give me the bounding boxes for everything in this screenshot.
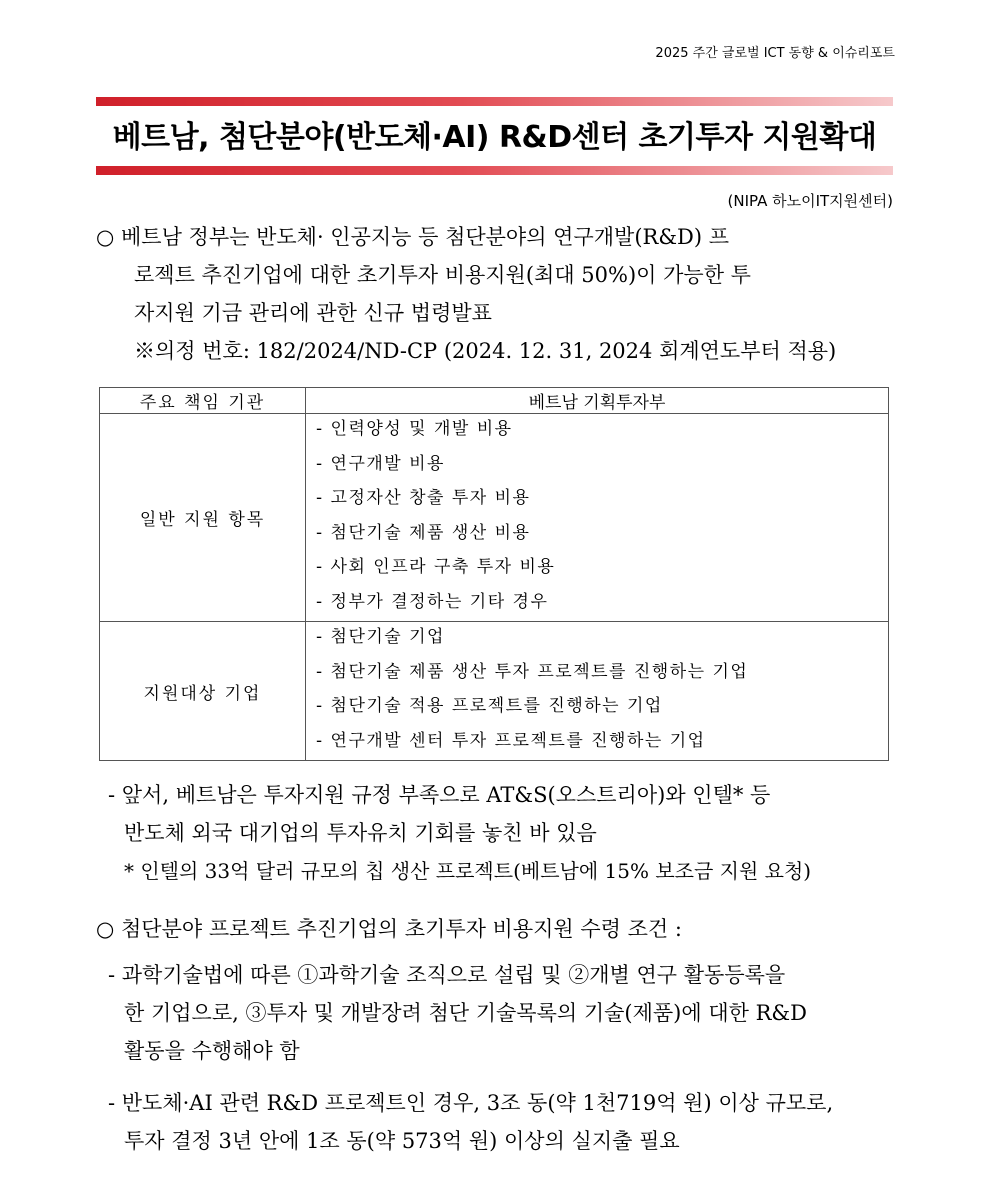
- report-header: 2025 주간 글로벌 ICT 동향 & 이슈리포트: [655, 46, 895, 61]
- title-bar-bottom: [96, 166, 893, 175]
- condition-line: - 반도체·AI 관련 R&D 프로젝트인 경우, 3조 동(약 1천719억 원) 이상 규모로,: [108, 1091, 834, 1115]
- title-bar-top: [96, 97, 893, 106]
- list-item: - 첨단기술 제품 생산 투자 프로젝트를 진행하는 기업: [316, 661, 749, 682]
- target-items: [306, 622, 889, 761]
- table-row: [100, 622, 889, 761]
- table-row: [100, 388, 889, 414]
- conditions-heading: ○ 첨단분야 프로젝트 추진기업의 초기투자 비용지원 수령 조건 :: [96, 917, 682, 941]
- list-item: - 정부가 결정하는 기타 경우: [316, 591, 549, 612]
- table-head-value: 베트남 기획투자부: [306, 388, 889, 414]
- condition-line: 활동을 수행해야 함: [124, 1039, 300, 1063]
- condition-item-2: [96, 1084, 896, 1160]
- list-item: - 첨단기술 적용 프로젝트를 진행하는 기업: [316, 696, 663, 716]
- previous-section: [96, 776, 896, 890]
- list-item: - 첨단기술 제품 생산 비용: [316, 522, 531, 543]
- table-head-label: 주요 책임 기관: [100, 388, 306, 414]
- decree-note: ※의정 번호: 182/2024/ND-CP (2024. 12. 31, 2024 회계연도부터 적용): [134, 339, 837, 363]
- intro-line: ○ 베트남 정부는 반도체· 인공지능 등 첨단분야의 연구개발(R&D) 프: [96, 225, 730, 249]
- bullet-circle: ○: [96, 225, 115, 249]
- list-item: - 연구개발 비용: [316, 453, 445, 474]
- page-title: 베트남, 첨단분야(반도체·AI) R&D센터 초기투자 지원확대: [112, 120, 877, 155]
- intro-line: 로젝트 추진기업에 대한 초기투자 비용지원(최대 50%)이 가능한 투: [134, 263, 751, 287]
- table-row: [100, 414, 889, 622]
- list-item: - 첨단기술 기업: [316, 627, 445, 647]
- condition-line: - 과학기술법에 따른 ①과학기술 조직으로 설립 및 ②개별 연구 활동등록을: [108, 963, 786, 987]
- general-items: [306, 414, 889, 622]
- previous-line: - 앞서, 베트남은 투자지원 규정 부족으로 AT&S(오스트리아)와 인텔* 등: [108, 783, 771, 807]
- footnote: * 인텔의 33억 달러 규모의 칩 생산 프로젝트(베트남에 15% 보조금 지원 요청): [124, 859, 812, 883]
- condition-item-1: [96, 956, 896, 1070]
- previous-line: 반도체 외국 대기업의 투자유치 기회를 놓친 바 있음: [124, 821, 597, 845]
- list-item: - 인력양성 및 개발 비용: [316, 419, 513, 439]
- intro-paragraph: [96, 218, 896, 370]
- support-table: [99, 387, 889, 761]
- list-item: - 사회 인프라 구축 투자 비용: [316, 557, 556, 577]
- condition-line: 한 기업으로, ③투자 및 개발장려 첨단 기술목록의 기술(제품)에 대한 R&D: [124, 1001, 807, 1025]
- condition-line: 투자 결정 3년 안에 1조 동(약 573억 원) 이상의 실지출 필요: [124, 1129, 680, 1153]
- row-label-general: 일반 지원 항목: [100, 414, 306, 622]
- row-label-target: 지원대상 기업: [100, 622, 306, 761]
- intro-line: 자지원 기금 관리에 관한 신규 법령발표: [134, 301, 492, 325]
- source-attribution: (NIPA 하노이IT지원센터): [727, 192, 893, 210]
- list-item: - 연구개발 센터 투자 프로젝트를 진행하는 기업: [316, 730, 706, 751]
- list-item: - 고정자산 창출 투자 비용: [316, 488, 531, 508]
